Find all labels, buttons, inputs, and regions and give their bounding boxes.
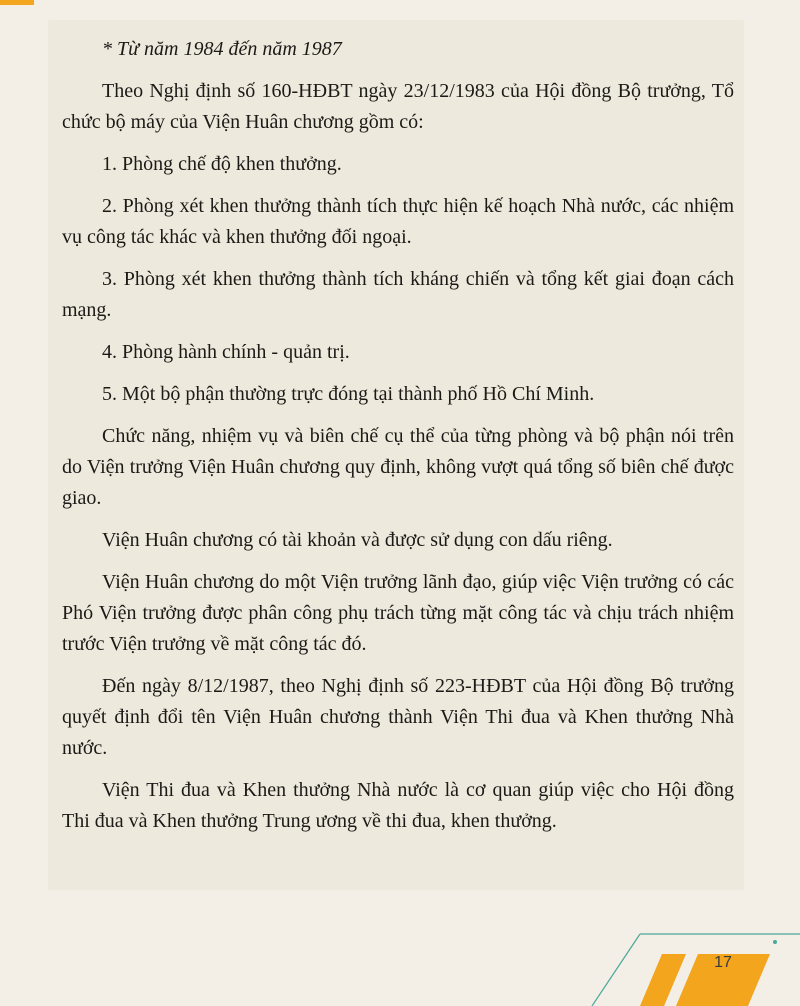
paragraph-intro: Theo Nghị định số 160-HĐBT ngày 23/12/1983 của Hội đồng Bộ trưởng, Tổ chức bộ máy của Viện Huân chương gồm có: xyxy=(62,80,734,133)
page-number: 17 xyxy=(714,954,732,971)
paragraph-role: Viện Thi đua và Khen thưởng Nhà nước là cơ quan giúp việc cho Hội đồng Thi đua và Khen thưởng Trung ương về thi đua, khen thưởng. xyxy=(62,779,734,832)
paragraph-account: Viện Huân chương có tài khoản và được sử dụng con dấu riêng. xyxy=(102,529,613,551)
footer-orange-stripe xyxy=(640,954,686,1006)
footer-teal-diagonal xyxy=(592,934,640,1006)
footer-dot xyxy=(773,940,777,944)
list-item-3: 3. Phòng xét khen thưởng thành tích kháng chiến và tổng kết giai đoạn cách mạng. xyxy=(62,268,734,321)
list-item-5: 5. Một bộ phận thường trực đóng tại thành phố Hồ Chí Minh. xyxy=(102,383,595,405)
paragraph-functions: Chức năng, nhiệm vụ và biên chế cụ thể của từng phòng và bộ phận nói trên do Viện trưởng Viện Huân chương quy định, không vượt quá tổng số biên chế được giao. xyxy=(62,425,734,509)
footer-decoration xyxy=(0,920,800,1006)
section-heading: * Từ năm 1984 đến năm 1987 xyxy=(102,38,342,60)
list-item-2: 2. Phòng xét khen thưởng thành tích thực hiện kế hoạch Nhà nước, các nhiệm vụ công tác khác và khen thưởng đối ngoại. xyxy=(62,195,734,248)
document-body xyxy=(62,34,734,848)
page-footer xyxy=(0,920,800,1006)
list-item-4: 4. Phòng hành chính - quản trị. xyxy=(102,341,350,363)
paragraph-rename: Đến ngày 8/12/1987, theo Nghị định số 223-HĐBT của Hội đồng Bộ trưởng quyết định đổi tên Viện Huân chương thành Viện Thi đua và Khen thưởng Nhà nước. xyxy=(62,675,734,759)
paragraph-leadership: Viện Huân chương do một Viện trưởng lãnh đạo, giúp việc Viện trưởng có các Phó Viện trưởng được phân công phụ trách từng mặt công tác và chịu trách nhiệm trước Viện trưởng về mặt công tác đó. xyxy=(62,571,734,655)
top-accent-bar xyxy=(0,0,34,5)
list-item-1: 1. Phòng chế độ khen thưởng. xyxy=(102,153,342,175)
